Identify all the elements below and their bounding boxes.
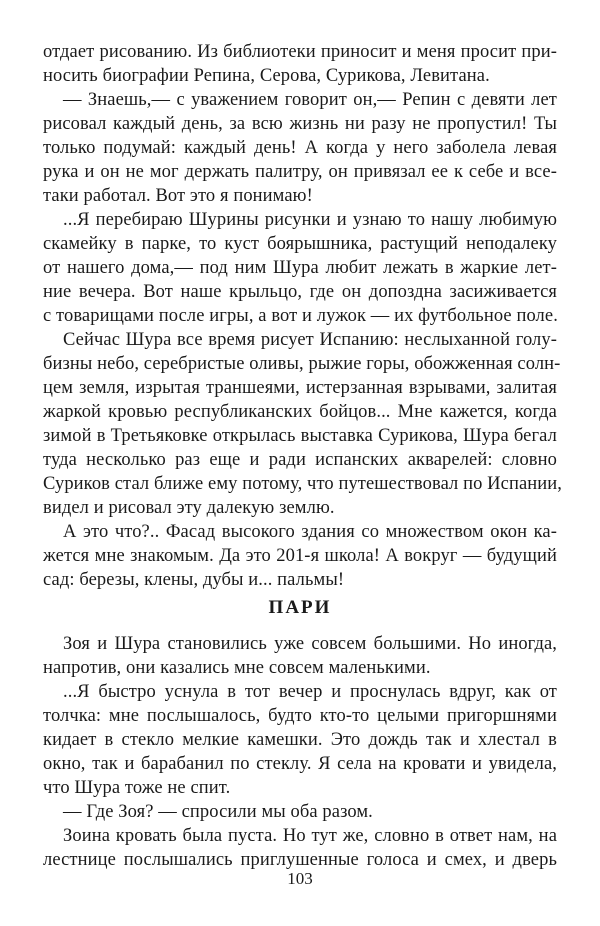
text-line: лестнице послышались приглушенные голоса и смех, и дверь	[43, 850, 557, 870]
text-line: напротив, они казались мне совсем маленькими.	[43, 658, 431, 678]
text-line: окно, так и барабанил по стеклу. Я села на кровати и увидела,	[43, 754, 557, 774]
text-line: Суриков стал ближе ему потому, что путешествовал по Испании,	[43, 474, 562, 494]
text-line: видел и рисовал эту далекую землю.	[43, 498, 335, 518]
paragraph-start-line: Зоя и Шура становились уже совсем большими. Но иногда,	[63, 634, 557, 654]
text-line: жаркой кровью республиканских бойцов... Мне кажется, когда	[43, 402, 557, 422]
text-line: только подумай: каждый день! А когда у него заболела левая	[43, 138, 557, 158]
text-line: от нашего дома,— под ним Шура любит лежать в жаркие лет-	[43, 258, 557, 278]
text-line: жется мне знакомым. Да это 201-я школа! А вокруг — будущий	[43, 546, 557, 566]
text-line: сад: березы, клены, дубы и... пальмы!	[43, 570, 345, 590]
paragraph-start-line: ...Я перебираю Шурины рисунки и узнаю то нашу любимую	[63, 210, 557, 230]
paragraph-start-line: Зоина кровать была пуста. Но тут же, словно в ответ нам, на	[63, 826, 557, 846]
text-line: зимой в Третьяковке открылась выставка Сурикова, Шура бегал	[43, 426, 557, 446]
text-line: туда несколько раз еще и ради испанских акварелей: словно	[43, 450, 557, 470]
text-line: бизны небо, серебристые оливы, рыжие горы, обожженная солн-	[43, 354, 561, 374]
section-title: ПАРИ	[268, 597, 332, 618]
paragraph-start-line: Сейчас Шура все время рисует Испанию: неслыханной голу-	[63, 330, 557, 350]
paragraph-start-line: А это что?.. Фасад высокого здания со множеством окон ка-	[63, 522, 557, 542]
text-line: носить биографии Репина, Серова, Сурикова, Левитана.	[43, 66, 490, 86]
text-line: толчка: мне послышалось, будто кто-то целыми пригоршнями	[43, 706, 557, 726]
text-line: таки работал. Вот это я понимаю!	[43, 186, 313, 206]
page-number: 103	[287, 869, 313, 888]
text-line: рука и он не мог держать палитру, он привязал ее к себе и все-	[43, 162, 557, 182]
text-line: с товарищами после игры, а вот и лужок — их футбольное поле.	[43, 306, 558, 326]
text-line: рисовал каждый день, за всю жизнь ни разу не пропустил! Ты	[43, 114, 557, 134]
text-line: отдает рисованию. Из библиотеки приносит и меня просит при-	[43, 42, 557, 62]
text-line: кидает в стекло мелкие камешки. Это дождь так и хлестал в	[43, 730, 557, 750]
text-line: что Шура тоже не спит.	[43, 778, 231, 798]
paragraph-start-line: — Знаешь,— с уважением говорит он,— Репин с девяти лет	[63, 90, 557, 110]
paragraph-start-line: ...Я быстро уснула в тот вечер и проснулась вдруг, как от	[63, 682, 557, 702]
text-line: скамейку в парке, то куст боярышника, растущий неподалеку	[43, 234, 557, 254]
text-line: ние вечера. Вот наше крыльцо, где он допоздна засиживается	[43, 282, 557, 302]
text-line: цем земля, изрытая траншеями, истерзанная взрывами, залитая	[43, 378, 557, 398]
paragraph-start-line: — Где Зоя? — спросили мы оба разом.	[63, 802, 373, 822]
